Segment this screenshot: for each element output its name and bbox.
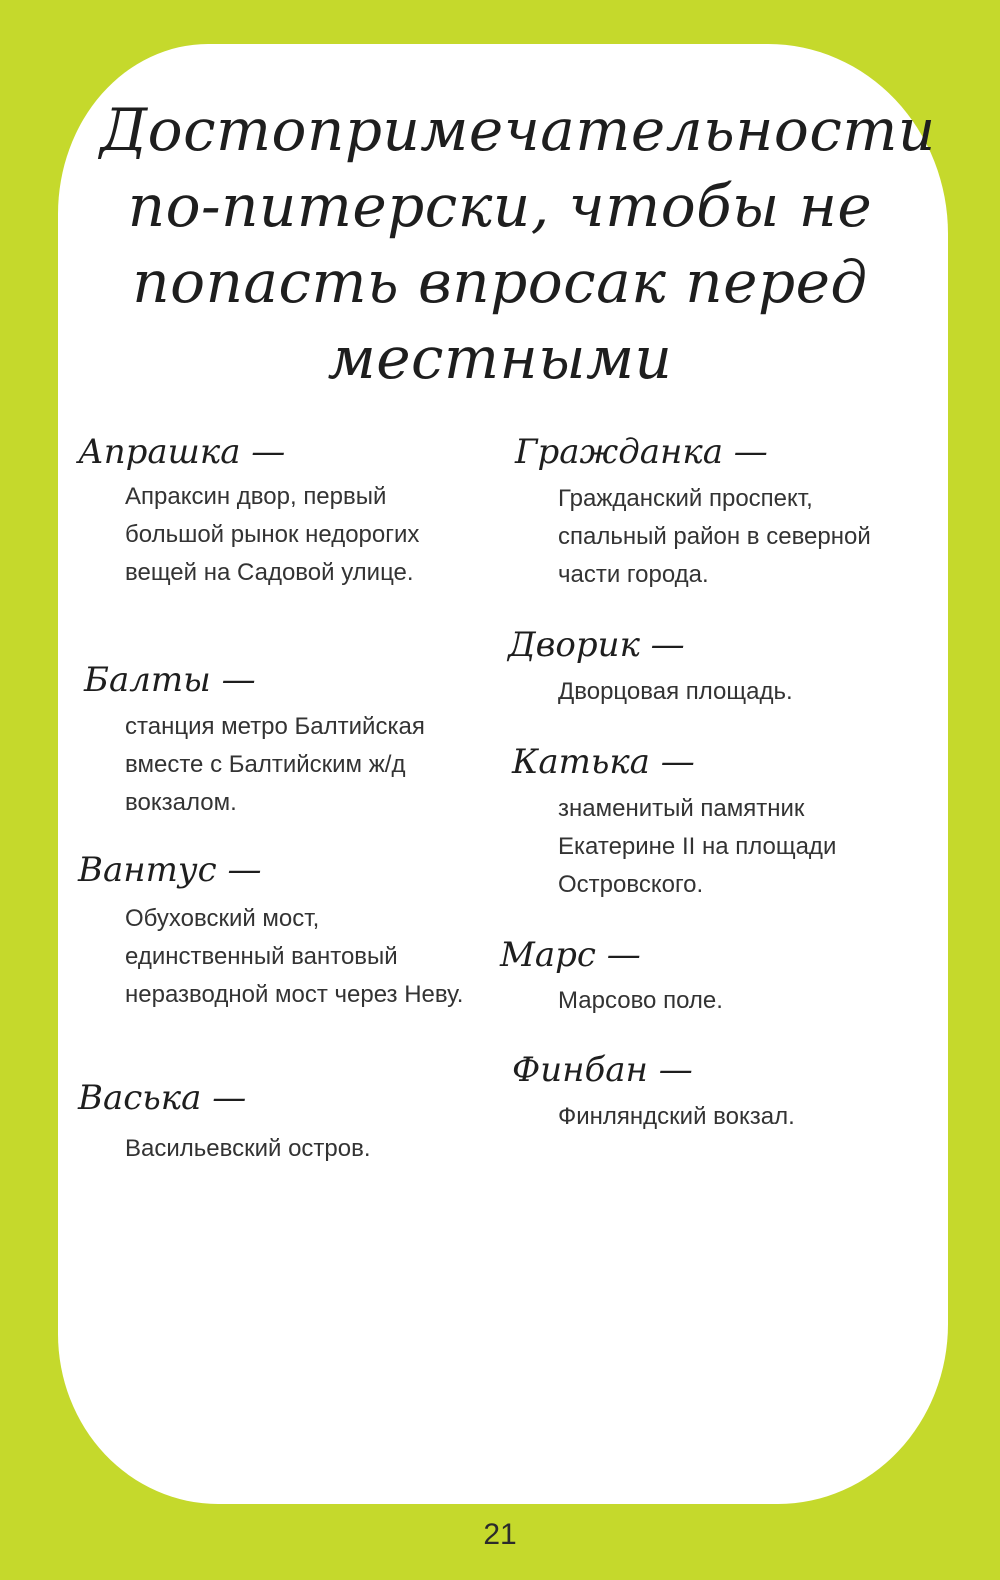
definition-dvorik: Дворцовая площадь. [558, 678, 793, 705]
term-dvorik: Дворик — [508, 625, 685, 665]
page-title: Достопримечательности по-питерски, чтобы не попасть впросак перед местными [100, 96, 936, 392]
definition-finban: Финляндский вокзал. [558, 1103, 795, 1130]
term-grazhdanka: Гражданка — [515, 432, 768, 472]
term-finban: Финбан — [512, 1050, 693, 1090]
page-number: 21 [483, 1518, 517, 1551]
term-katka: Катька — [512, 742, 695, 782]
term-vaska: Васька — [78, 1078, 247, 1118]
definition-grazhdanka: Гражданский проспект, спальный район в северной части города. [558, 485, 871, 588]
definition-balty: станция метро Балтийская вместе с Балтийским ж/д вокзалом. [125, 713, 425, 816]
term-mars: Марс — [500, 935, 641, 975]
term-vantus: Вантус — [78, 850, 262, 890]
term-aprashka: Апрашка — [78, 432, 286, 472]
definition-mars: Марсово поле. [558, 987, 723, 1014]
definition-vaska: Васильевский остров. [125, 1135, 371, 1162]
definition-vantus: Обуховский мост, единственный вантовый неразводной мост через Неву. [125, 905, 464, 1008]
definition-katka: знаменитый памятник Екатерине II на площади Островского. [558, 795, 837, 898]
definition-aprashka: Апраксин двор, первый большой рынок недорогих вещей на Садовой улице. [125, 483, 420, 586]
term-balty: Балты — [84, 660, 256, 700]
